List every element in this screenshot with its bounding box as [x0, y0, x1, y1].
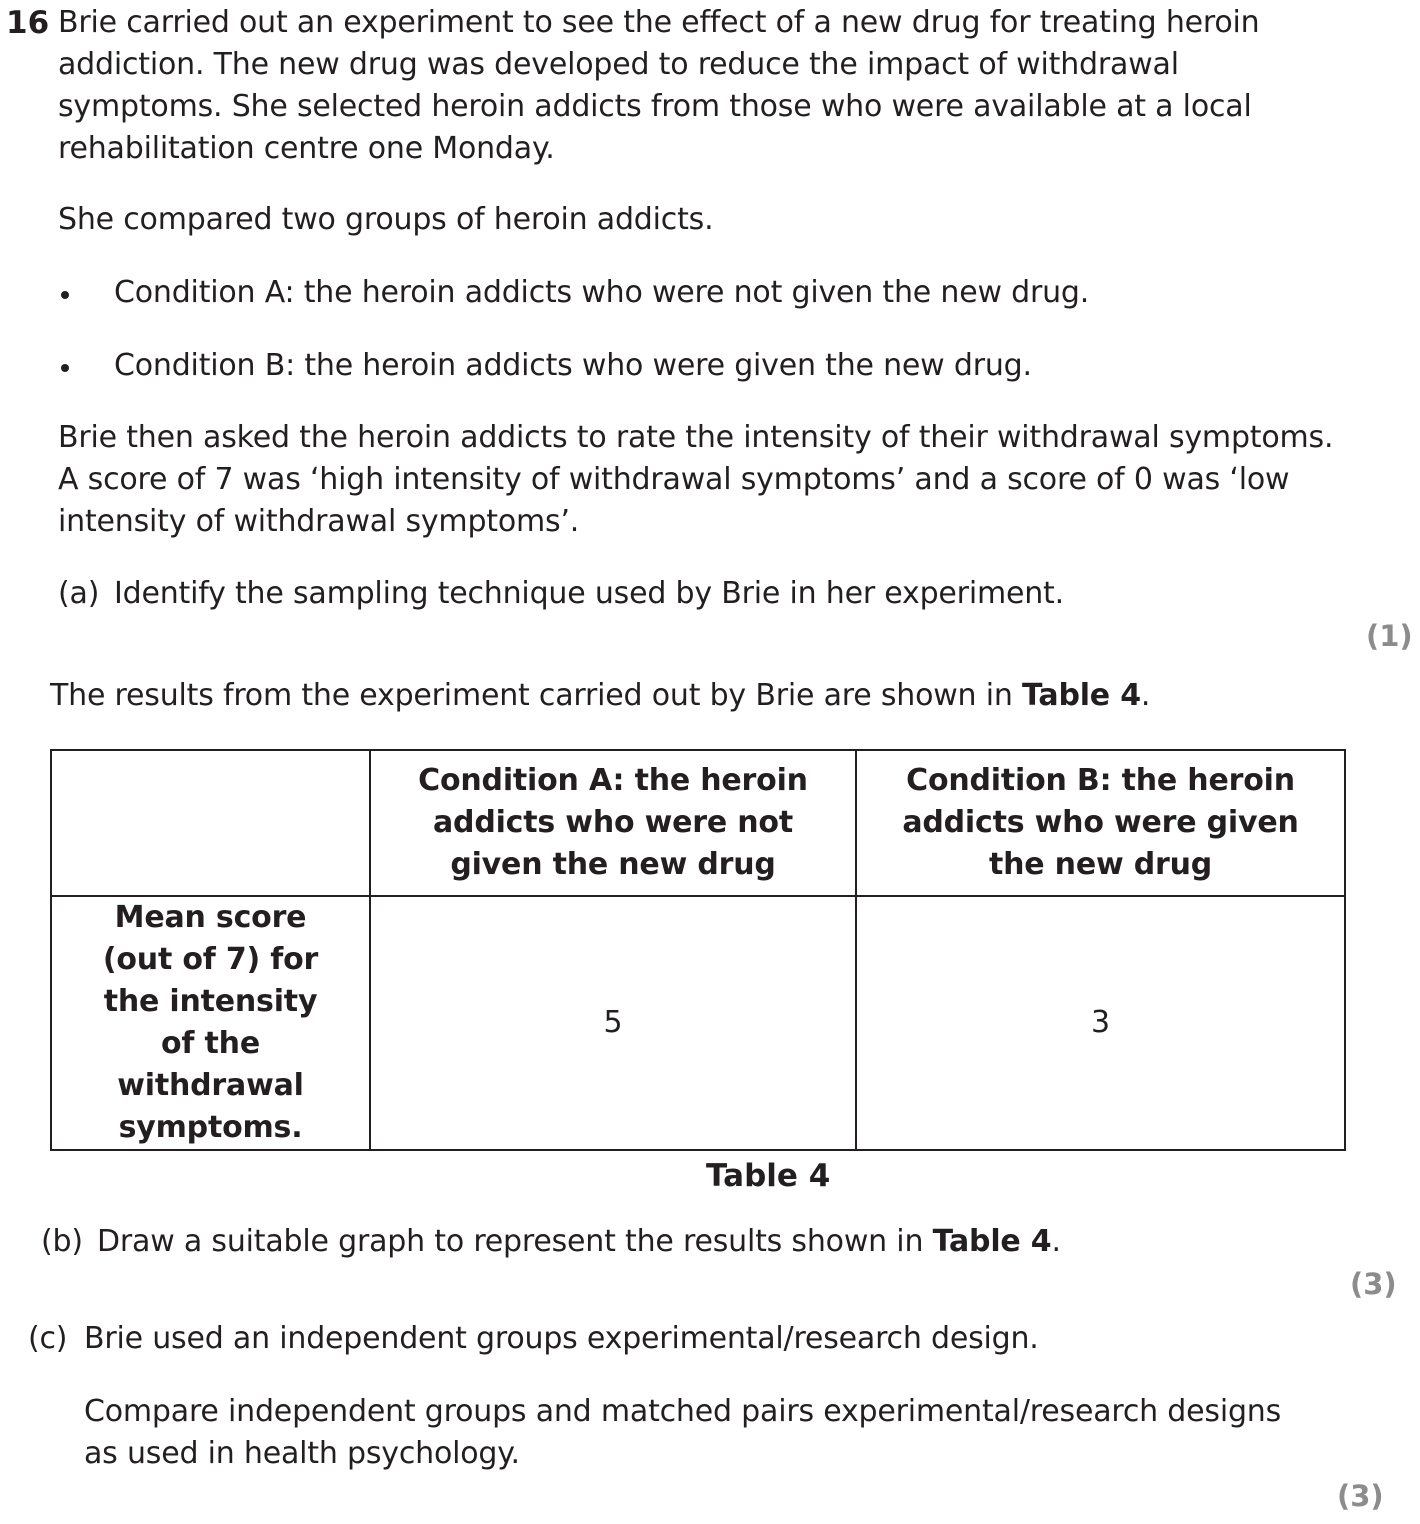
table-header-empty [51, 750, 370, 896]
part-b-text [97, 1221, 1061, 1263]
part-b-label: (b) [41, 1224, 83, 1259]
results-table [50, 749, 1346, 1151]
rating-line-2: A score of 7 was ‘high intensity of withdrawal symptoms’ and a score of 0 was ‘low [58, 462, 1290, 497]
part-a-marks: (1) [1366, 619, 1413, 653]
part-a-label: (a) [58, 576, 100, 611]
part-a-text: Identify the sampling technique used by Brie in her experiment. [114, 576, 1064, 611]
table-caption: Table 4 [706, 1158, 831, 1194]
part-b-marks: (3) [1350, 1267, 1397, 1301]
table-row-label: Mean score (out of 7) for the intensity of the withdrawal symptoms. [51, 896, 370, 1150]
condition-a-text: Condition A: the heroin addicts who were not given the new drug. [114, 275, 1090, 310]
table-header-condition-a: Condition A: the heroin addicts who were not given the new drug [370, 750, 856, 896]
part-c-marks: (3) [1337, 1479, 1384, 1513]
intro-line-3: symptoms. She selected heroin addicts from those who were available at a local [58, 89, 1252, 124]
part-b-text-main: Draw a suitable graph to represent the results shown in [97, 1224, 933, 1259]
rating-line-1: Brie then asked the heroin addicts to rate the intensity of their withdrawal symptoms. [58, 420, 1334, 455]
table-row [51, 896, 1345, 1150]
part-c-compare-line-1: Compare independent groups and matched pairs experimental/research designs [84, 1394, 1282, 1429]
table-header-row [51, 750, 1345, 896]
table-header-condition-b: Condition B: the heroin addicts who were given the new drug [856, 750, 1345, 896]
intro-line-2: addiction. The new drug was developed to reduce the impact of withdrawal [58, 47, 1179, 82]
question-number: 16 [6, 5, 50, 41]
bullet-dot [61, 364, 69, 372]
intro-line-1: Brie carried out an experiment to see the effect of a new drug for treating heroin [58, 5, 1260, 40]
part-c-label: (c) [28, 1321, 68, 1356]
intro-line-4: rehabilitation centre one Monday. [58, 131, 555, 166]
results-intro [50, 675, 1150, 717]
rating-line-3: intensity of withdrawal symptoms’. [58, 504, 580, 539]
part-b-period: . [1051, 1224, 1061, 1259]
part-c-text: Brie used an independent groups experimental/research design. [84, 1321, 1039, 1356]
bullet-dot [61, 291, 69, 299]
table-cell-condition-a: 5 [370, 896, 856, 1150]
results-intro-period: . [1140, 678, 1151, 713]
results-intro-table-ref: Table 4 [1022, 678, 1141, 713]
results-intro-text: The results from the experiment carried out by Brie are shown in [50, 678, 1022, 713]
table-cell-condition-b: 3 [856, 896, 1345, 1150]
condition-b-text: Condition B: the heroin addicts who were given the new drug. [114, 348, 1032, 383]
part-c-compare-line-2: as used in health psychology. [84, 1436, 520, 1471]
part-b-table-ref: Table 4 [932, 1224, 1052, 1259]
compare-text: She compared two groups of heroin addicts. [58, 202, 714, 237]
